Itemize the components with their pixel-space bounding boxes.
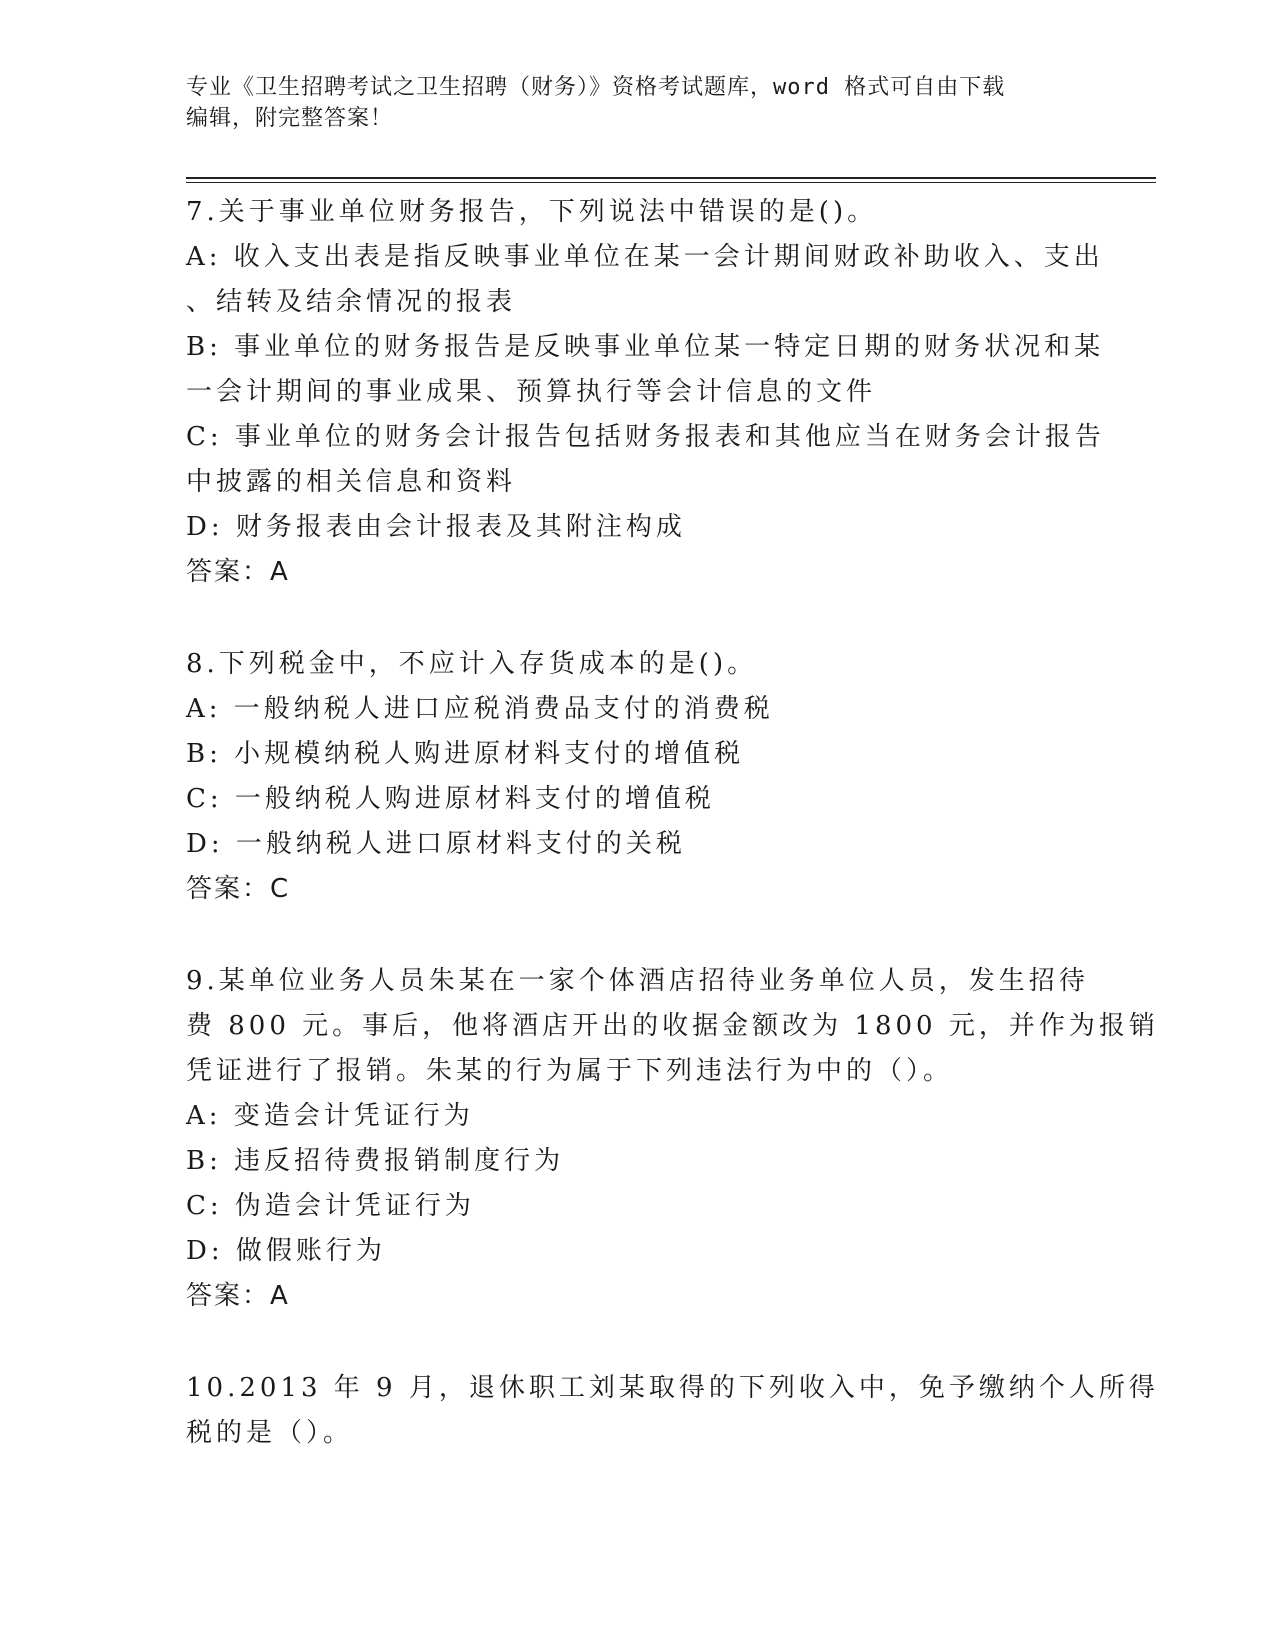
question-stem: 8.下列税金中，不应计入存货成本的是()。 — [186, 649, 758, 679]
answer-line: 答案：C — [186, 874, 291, 904]
option-a: A: 一般纳税人进口应税消费品支付的消费税 — [186, 694, 774, 724]
answer-line: 答案：A — [186, 557, 290, 587]
question-stem: 7.关于事业单位财务报告，下列说法中错误的是()。 — [186, 197, 878, 227]
header-divider-thin — [186, 182, 1156, 183]
option-b-continued: 一会计期间的事业成果、预算执行等会计信息的文件 — [186, 377, 877, 407]
option-a-continued: 、结转及结余情况的报表 — [186, 287, 517, 317]
question-list — [186, 190, 1159, 1456]
document-header — [186, 72, 1086, 134]
option-b: B: 违反招待费报销制度行为 — [186, 1146, 565, 1176]
option-a: A: 变造会计凭证行为 — [186, 1101, 474, 1131]
question-stem-continued: 税的是（）。 — [186, 1418, 354, 1448]
question-stem-continued: 费 800 元。事后，他将酒店开出的收据金额改为 1800 元，并作为报销 — [186, 1011, 1159, 1041]
question-block — [186, 190, 1105, 595]
option-c-continued: 中披露的相关信息和资料 — [186, 467, 517, 497]
option-a: A: 收入支出表是指反映事业单位在某一会计期间财政补助收入、支出 — [186, 242, 1104, 272]
question-block — [186, 642, 1086, 912]
option-c: C: 事业单位的财务会计报告包括财务报表和其他应当在财务会计报告 — [186, 422, 1105, 452]
question-block — [186, 1366, 1159, 1456]
header-divider — [186, 177, 1156, 179]
question-stem: 9.某单位业务人员朱某在一家个体酒店招待业务单位人员，发生招待 — [186, 966, 1089, 996]
answer-line: 答案：A — [186, 1281, 290, 1311]
header-line-2: 编辑，附完整答案！ — [186, 106, 394, 131]
question-stem-continued: 凭证进行了报销。朱某的行为属于下列违法行为中的（）。 — [186, 1056, 954, 1086]
header-line-1: 专业《卫生招聘考试之卫生招聘（财务）》资格考试题库，word 格式可自由下载 — [186, 75, 1006, 100]
option-d: D: 一般纳税人进口原材料支付的关税 — [186, 829, 686, 859]
question-block — [186, 959, 1159, 1319]
option-d: D: 做假账行为 — [186, 1236, 386, 1266]
option-b: B: 事业单位的财务报告是反映事业单位某一特定日期的财务状况和某 — [186, 332, 1105, 362]
option-c: C: 一般纳税人购进原材料支付的增值税 — [186, 784, 715, 814]
question-stem: 10.2013 年 9 月，退休职工刘某取得的下列收入中，免予缴纳个人所得 — [186, 1373, 1159, 1403]
option-b: B: 小规模纳税人购进原材料支付的增值税 — [186, 739, 745, 769]
option-d: D: 财务报表由会计报表及其附注构成 — [186, 512, 686, 542]
option-c: C: 伪造会计凭证行为 — [186, 1191, 475, 1221]
